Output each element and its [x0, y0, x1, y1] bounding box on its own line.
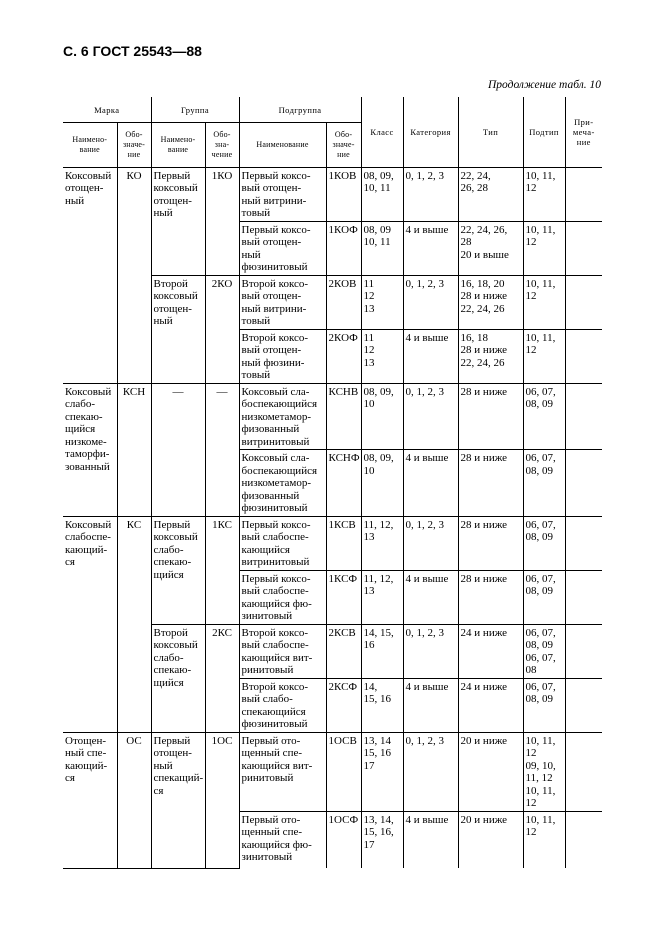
subtype-value: 06, 07, 08, 09 [523, 450, 565, 517]
subgroup-code: 1КСВ [326, 516, 361, 570]
group-name: Первый коксовый отощен- ный [151, 167, 205, 275]
subgroup-name: Первый коксо- вый слабоспе- кающийся фю- зинитовый [239, 570, 326, 624]
class-value: 13, 14, 15, 16, 17 [361, 811, 403, 868]
group-name: Второй коксовый отощен- ный [151, 275, 205, 383]
table-continuation-note: Продолжение табл. 10 [488, 79, 601, 91]
type-value: 28 и ниже [458, 516, 523, 570]
category-value: 4 и выше [403, 329, 458, 383]
class-value: 08, 09, 10, 11 [361, 167, 403, 221]
note-cell [565, 570, 602, 624]
subgroup-code: 1ОСВ [326, 732, 361, 811]
type-value: 28 и ниже [458, 383, 523, 450]
note-cell [565, 275, 602, 329]
note-cell [565, 329, 602, 383]
group-name: — [151, 383, 205, 516]
category-value: 4 и выше [403, 450, 458, 517]
subgroup-code: 2КОФ [326, 329, 361, 383]
group-code: 2КО [205, 275, 239, 383]
group-code: 1КС [205, 516, 239, 624]
table-row [63, 383, 602, 450]
subgroup-name: Первый коксо- вый слабоспе- кающийся витринитовый [239, 516, 326, 570]
note-cell [565, 167, 602, 221]
subgroup-name: Первый ото- щенный спе- кающийся фю- зинитовый [239, 811, 326, 868]
grade-name: Коксовый слабоспе- кающий- ся [63, 516, 117, 732]
col-header-podgruppa: Подгруппа [239, 97, 361, 122]
grade-code: КО [117, 167, 151, 383]
subtype-value: 06, 07, 08, 09 06, 07, 08 [523, 624, 565, 678]
class-value: 11 12 13 [361, 275, 403, 329]
col-header-marka: Марка [63, 97, 151, 122]
type-value: 22, 24, 26, 28 [458, 167, 523, 221]
subgroup-name: Второй коксо- вый отощен- ный витрини- товый [239, 275, 326, 329]
subgroup-code: 1КОФ [326, 221, 361, 275]
col-header-marka-code: Обо- значе- ние [117, 122, 151, 167]
col-header-klass: Класс [361, 97, 403, 167]
note-cell [565, 516, 602, 570]
class-value: 14, 15, 16 [361, 678, 403, 732]
subgroup-name: Второй коксо- вый слабо- спекающийся фюзинитовый [239, 678, 326, 732]
note-cell [565, 678, 602, 732]
subgroup-code: 2КОВ [326, 275, 361, 329]
col-header-gruppa: Группа [151, 97, 239, 122]
type-value: 16, 18 28 и ниже 22, 24, 26 [458, 329, 523, 383]
grade-name: Отощен- ный спе- кающий- ся [63, 732, 117, 868]
grade-name: Коксовый слабо- спекаю- щийся низкоме- таморфи- зованный [63, 383, 117, 516]
subgroup-code: 1КОВ [326, 167, 361, 221]
note-cell [565, 383, 602, 450]
class-value: 11, 12, 13 [361, 516, 403, 570]
group-name: Первый отощен- ный спекащий- ся [151, 732, 205, 868]
subgroup-name: Первый коксо- вый отощен- ный фюзинитовый [239, 221, 326, 275]
type-value: 20 и ниже [458, 732, 523, 811]
note-cell [565, 624, 602, 678]
class-value: 08, 09, 10 [361, 383, 403, 450]
subgroup-name: Первый ото- щенный спе- кающийся вит- ринитовый [239, 732, 326, 811]
subtype-value: 10, 11, 12 [523, 275, 565, 329]
type-value: 28 и ниже [458, 450, 523, 517]
table-row [63, 732, 602, 811]
class-value: 11 12 13 [361, 329, 403, 383]
category-value: 4 и выше [403, 678, 458, 732]
col-header-primechanie: При- меча- ние [565, 97, 602, 167]
type-value: 16, 18, 20 28 и ниже 22, 24, 26 [458, 275, 523, 329]
subtype-value: 06, 07, 08, 09 [523, 383, 565, 450]
category-value: 0, 1, 2, 3 [403, 624, 458, 678]
group-code: 1ОС [205, 732, 239, 868]
col-header-subgroup-name: Наименование [239, 122, 326, 167]
col-header-group-code: Обо- зна- чение [205, 122, 239, 167]
category-value: 4 и выше [403, 570, 458, 624]
subgroup-code: 1ОСФ [326, 811, 361, 868]
subgroup-name: Коксовый сла- боспекающийся низкометамор- физованный витринитовый [239, 383, 326, 450]
type-value: 24 и ниже [458, 624, 523, 678]
grade-code: КСН [117, 383, 151, 516]
col-header-marka-name: Наимено- вание [63, 122, 117, 167]
col-header-subgroup-code: Обо- значе- ние [326, 122, 361, 167]
class-value: 13, 14 15, 16 17 [361, 732, 403, 811]
type-value: 24 и ниже [458, 678, 523, 732]
category-value: 0, 1, 2, 3 [403, 167, 458, 221]
category-value: 0, 1, 2, 3 [403, 732, 458, 811]
subtype-value: 10, 11, 12 09, 10, 11, 12 10, 11, 12 [523, 732, 565, 811]
category-value: 0, 1, 2, 3 [403, 383, 458, 450]
subtype-value: 06, 07, 08, 09 [523, 570, 565, 624]
category-value: 0, 1, 2, 3 [403, 275, 458, 329]
subgroup-name: Второй коксо- вый слабоспе- кающийся вит- ринитовый [239, 624, 326, 678]
category-value: 4 и выше [403, 221, 458, 275]
grade-name: Коксовый отощен- ный [63, 167, 117, 383]
note-cell [565, 811, 602, 868]
col-header-tip: Тип [458, 97, 523, 167]
note-cell [565, 221, 602, 275]
subtype-value: 10, 11, 12 [523, 167, 565, 221]
table-row [63, 516, 602, 570]
group-code: — [205, 383, 239, 516]
note-cell [565, 732, 602, 811]
type-value: 20 и ниже [458, 811, 523, 868]
page-header: С. 6 ГОСТ 25543—88 [63, 43, 202, 59]
subgroup-code: 2КСВ [326, 624, 361, 678]
group-name: Первый коксовый слабо- спекаю- щийся [151, 516, 205, 624]
col-header-podtip: Подтип [523, 97, 565, 167]
subtype-value: 10, 11, 12 [523, 811, 565, 868]
col-header-group-name: Наимено- вание [151, 122, 205, 167]
col-header-kategoriya: Категория [403, 97, 458, 167]
note-cell [565, 450, 602, 517]
class-value: 08, 09 10, 11 [361, 221, 403, 275]
coal-grades-table [63, 97, 602, 869]
category-value: 4 и выше [403, 811, 458, 868]
subgroup-code: КСНФ [326, 450, 361, 517]
class-value: 11, 12, 13 [361, 570, 403, 624]
group-name: Второй коксовый слабо- спекаю- щийся [151, 624, 205, 732]
subgroup-code: 2КСФ [326, 678, 361, 732]
class-value: 08, 09, 10 [361, 450, 403, 517]
group-code: 2КС [205, 624, 239, 732]
subtype-value: 10, 11, 12 [523, 221, 565, 275]
subgroup-code: КСНВ [326, 383, 361, 450]
subtype-value: 06, 07, 08, 09 [523, 516, 565, 570]
type-value: 22, 24, 26, 28 20 и выше [458, 221, 523, 275]
table-body [63, 167, 602, 868]
subgroup-name: Коксовый сла- боспекающийся низкометамор- физованный фюзинитовый [239, 450, 326, 517]
subgroup-name: Второй коксо- вый отощен- ный фюзини- товый [239, 329, 326, 383]
subtype-value: 10, 11, 12 [523, 329, 565, 383]
class-value: 14, 15, 16 [361, 624, 403, 678]
group-code: 1КО [205, 167, 239, 275]
type-value: 28 и ниже [458, 570, 523, 624]
grade-code: ОС [117, 732, 151, 868]
grade-code: КС [117, 516, 151, 732]
subgroup-code: 1КСФ [326, 570, 361, 624]
subgroup-name: Первый коксо- вый отощен- ный витрини- товый [239, 167, 326, 221]
category-value: 0, 1, 2, 3 [403, 516, 458, 570]
table-row [63, 167, 602, 221]
subtype-value: 06, 07, 08, 09 [523, 678, 565, 732]
